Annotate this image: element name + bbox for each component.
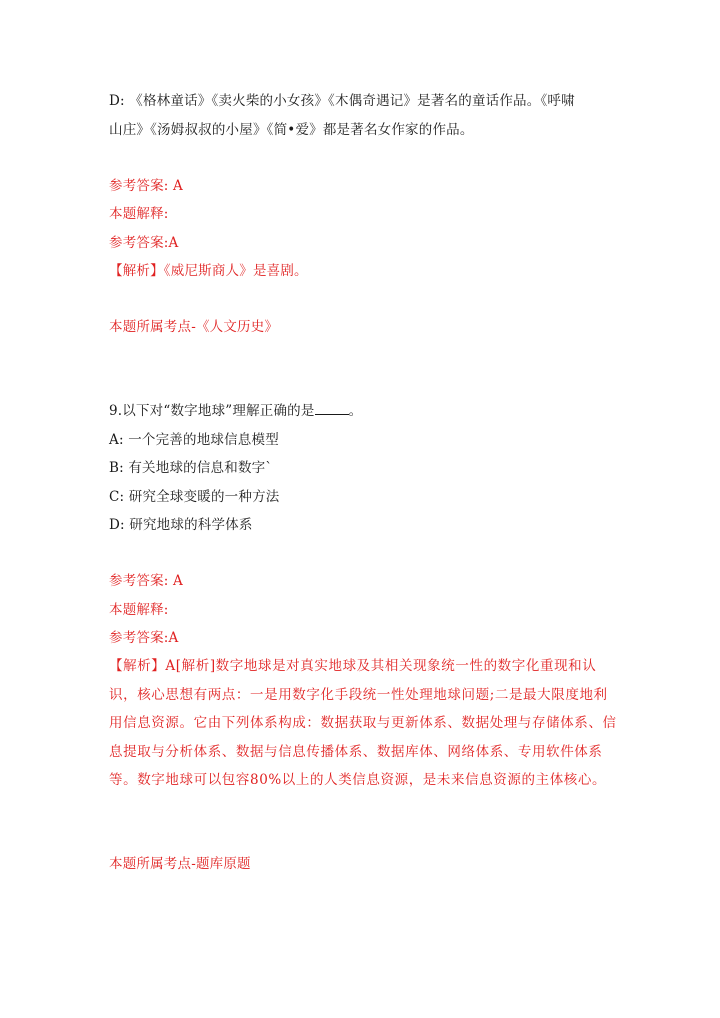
q9-question	[109, 401, 619, 421]
q9-option-c: C: 研究全球变暖的一种方法	[109, 489, 280, 505]
q8-option-d-line2: 山庄》《汤姆叔叔的小屋》《简•爱》都是著名女作家的作品。	[109, 122, 474, 138]
q8-option-d-line1: D: 《格林童话》《卖火柴的小女孩》《木偶奇遇记》是著名的童话作品。《呼啸	[109, 93, 575, 109]
q8-answer-ref: 参考答案: A	[109, 178, 183, 194]
q8-topic: 本题所属考点-《人文历史》	[109, 319, 279, 335]
q8-analysis: 【解析】《威尼斯商人》是喜剧。	[109, 263, 308, 279]
q9-answer-ref-2: 参考答案:A	[109, 630, 179, 646]
q9-answer-blank	[315, 401, 349, 415]
q8-explain-label: 本题解释:	[109, 206, 169, 222]
q9-question-text: 9.以下对“数字地球”理解正确的是	[109, 403, 315, 419]
q8-answer-ref-2: 参考答案:A	[109, 235, 179, 251]
q9-option-d: D: 研究地球的科学体系	[109, 517, 253, 533]
q9-option-b: B: 有关地球的信息和数字`	[109, 460, 273, 476]
q9-topic: 本题所属考点-题库原题	[109, 856, 251, 872]
q9-explain-label: 本题解释:	[109, 602, 169, 618]
q9-option-a: A: 一个完善的地球信息模型	[109, 432, 279, 448]
q9-question-end: 。	[348, 403, 363, 419]
q9-answer-ref: 参考答案: A	[109, 573, 183, 589]
q9-analysis: 【解析】A[解析]数字地球是对真实地球及其相关现象统一性的数字化重现和认识，核心思想有两点：一是用数字化手段统一性处理地球问题;二是最大限度地利用信息资源。它由下列体系构成：数据获取与更新体系、数据处理与存储体系、信息提取与分析体系、数据与信息传播体系、数据库体、网络体系、专用软件体系等。数字地球可以包容80%以上的人类信息资源，是未来信息资源的主体核心。	[109, 658, 617, 788]
